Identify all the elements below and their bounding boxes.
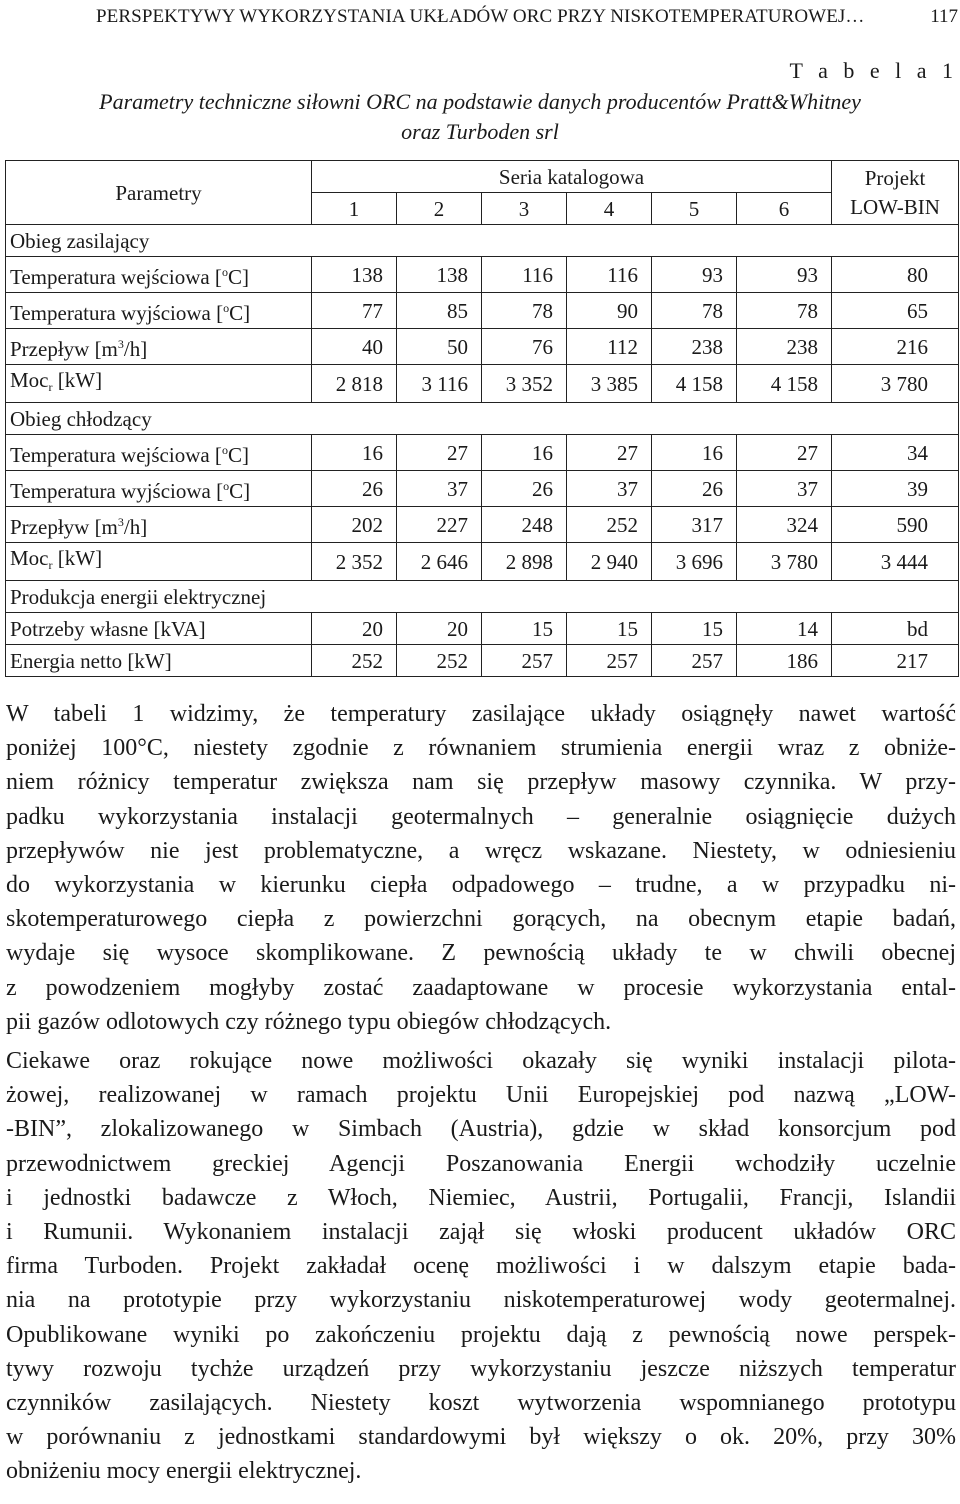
cell-value: 138 <box>397 257 482 293</box>
cell-value: 116 <box>482 257 567 293</box>
cell-value: 3 780 <box>737 543 832 581</box>
row-label-text: Moc <box>10 546 49 570</box>
text-line: firma Turboden. Projekt zakładał ocenę możliwości i w dalszym etapie bada- <box>6 1253 956 1280</box>
text-line: czynników zasilających. Niestety koszt wytworzenia wspomnianego prototypu <box>6 1390 956 1417</box>
row-label-text: Przepływ [m <box>10 337 118 361</box>
row-label <box>6 257 312 293</box>
section-row <box>6 403 959 435</box>
text-line: niem różnicy temperatur zwiększa nam się przepływ masowy czynnika. W przy- <box>6 769 956 796</box>
body-text <box>6 697 956 1489</box>
text-line: tywy rozwoju tychże urządzeń przy wykorzystaniu jeszcze niższych temperatur <box>6 1355 956 1382</box>
table-caption <box>0 87 960 147</box>
cell-projekt-value: 34 <box>832 435 959 471</box>
row-label-subscript: r <box>48 380 53 394</box>
section-fill <box>312 581 959 613</box>
header-projekt-line-1: Projekt <box>864 165 926 190</box>
cell-value: 40 <box>312 329 397 365</box>
cell-value: 2 818 <box>312 365 397 403</box>
row-label-text: Temperatura wejściowa [ <box>10 443 222 467</box>
cell-value: 202 <box>312 507 397 543</box>
cell-value: 93 <box>737 257 832 293</box>
cell-projekt-value: 39 <box>832 471 959 507</box>
cell-value: 27 <box>567 435 652 471</box>
text-line: W tabeli 1 widzimy, że temperatury zasilające układy osiągnęły nawet wartość <box>6 701 956 727</box>
text-line: nia na prototypie przy wykorzystaniu niskotemperaturowej wody geotermalnej. <box>6 1287 956 1314</box>
row-label-superscript: o <box>223 301 230 315</box>
cell-value: 16 <box>652 435 737 471</box>
text-line: pii gazów odlotowych czy różnego typu obiegów chłodzących. <box>6 1008 612 1035</box>
cell-value: 324 <box>737 507 832 543</box>
cell-value: 2 646 <box>397 543 482 581</box>
cell-value: 37 <box>737 471 832 507</box>
cell-value: 257 <box>482 645 567 677</box>
parameters-table <box>5 160 959 677</box>
table-row <box>6 645 959 677</box>
row-label <box>6 293 312 329</box>
row-label <box>6 507 312 543</box>
row-label-unit: [kW] <box>52 546 103 570</box>
row-label-unit: C] <box>229 479 251 503</box>
page-number: 117 <box>930 6 958 27</box>
paragraph-2 <box>6 1044 956 1489</box>
cell-projekt-value: 65 <box>832 293 959 329</box>
row-label-text: Energia netto [kW] <box>10 648 172 673</box>
section-title: Produkcja energii elektrycznej <box>6 581 312 613</box>
cell-value: 3 385 <box>567 365 652 403</box>
cell-value: 20 <box>397 613 482 645</box>
row-label-unit: C] <box>229 301 251 325</box>
row-label-text: Potrzeby własne [kVA] <box>10 616 206 641</box>
section-row <box>6 581 959 613</box>
table-row <box>6 613 959 645</box>
cell-value: 2 898 <box>482 543 567 581</box>
cell-value: 15 <box>567 613 652 645</box>
cell-value: 85 <box>397 293 482 329</box>
text-line: i jednostki badawcze z Włoch, Niemiec, Austrii, Portugalii, Francji, Islandii <box>6 1184 956 1211</box>
cell-value: 3 352 <box>482 365 567 403</box>
text-line: do wykorzystania w kierunku ciepła odpadowego – trudne, a w przypadku ni- <box>6 872 956 899</box>
row-label <box>6 543 312 581</box>
cell-projekt-value: 3 444 <box>832 543 959 581</box>
text-line: obniżeniu mocy energii elektrycznej. <box>6 1458 362 1485</box>
section-fill <box>312 225 959 257</box>
text-line: Opublikowane wyniki po zakończeniu projektu dają z pewnością nowe perspek- <box>6 1321 956 1348</box>
header-parametry: Parametry <box>6 161 312 225</box>
table-row <box>6 543 959 581</box>
row-label-unit: /h] <box>123 337 148 361</box>
row-label-text: Temperatura wyjściowa [ <box>10 301 224 325</box>
cell-value: 16 <box>482 435 567 471</box>
cell-value: 4 158 <box>652 365 737 403</box>
running-header <box>96 2 958 32</box>
cell-value: 90 <box>567 293 652 329</box>
table-label: T a b e l a 1 <box>789 58 958 83</box>
paragraph-1 <box>6 697 956 1039</box>
cell-value: 77 <box>312 293 397 329</box>
cell-value: 238 <box>652 329 737 365</box>
series-column-header: 2 <box>397 193 482 225</box>
cell-projekt-value: 217 <box>832 645 959 677</box>
text-line: poniżej 100°C, niestety zgodnie z równaniem strumienia energii wraz z obniże- <box>6 735 956 762</box>
running-header-title: PERSPEKTYWY WYKORZYSTANIA UKŁADÓW ORC PRZY NISKOTEMPERATUROWEJ… <box>96 6 865 27</box>
cell-value: 2 352 <box>312 543 397 581</box>
row-label-superscript: o <box>221 265 228 279</box>
cell-value: 15 <box>652 613 737 645</box>
cell-value: 26 <box>482 471 567 507</box>
text-line: skotemperaturowego ciepła z powierzchni gorących, na obecnym etapie badań, <box>6 906 956 933</box>
row-label-text: Moc <box>10 368 49 392</box>
row-label-unit: C] <box>227 443 249 467</box>
cell-value: 116 <box>567 257 652 293</box>
text-line: wydaje się wysoce skomplikowane. Z pewnością układy te w chwili obecnej <box>6 940 956 967</box>
cell-value: 252 <box>397 645 482 677</box>
row-label <box>6 329 312 365</box>
cell-projekt-value: 3 780 <box>832 365 959 403</box>
header-seria-katalogowa: Seria katalogowa <box>312 161 832 193</box>
section-fill <box>312 403 959 435</box>
table-row <box>6 471 959 507</box>
cell-value: 78 <box>482 293 567 329</box>
cell-value: 257 <box>652 645 737 677</box>
cell-value: 252 <box>312 645 397 677</box>
text-line: padku wykorzystania instalacji geotermalnych – generalnie osiągnięcie dużych <box>6 803 956 830</box>
cell-projekt-value: bd <box>832 613 959 645</box>
section-title: Obieg chłodzący <box>6 403 312 435</box>
series-column-header: 3 <box>482 193 567 225</box>
header-projekt <box>832 161 959 225</box>
cell-value: 76 <box>482 329 567 365</box>
cell-value: 78 <box>737 293 832 329</box>
cell-value: 317 <box>652 507 737 543</box>
cell-value: 112 <box>567 329 652 365</box>
cell-value: 257 <box>567 645 652 677</box>
section-row <box>6 225 959 257</box>
cell-value: 26 <box>312 471 397 507</box>
row-label-unit: /h] <box>123 515 148 539</box>
series-column-header: 6 <box>737 193 832 225</box>
row-label-superscript: 3 <box>117 515 124 529</box>
cell-value: 4 158 <box>737 365 832 403</box>
table-caption-line-1: Parametry techniczne siłowni ORC na podstawie danych producentów Pratt&Whitney <box>99 89 861 114</box>
row-label-text: Temperatura wejściowa [ <box>10 265 222 289</box>
cell-value: 37 <box>397 471 482 507</box>
text-line: i Rumunii. Wykonaniem instalacji zajął się włoski producent układów ORC <box>6 1219 956 1246</box>
section-title: Obieg zasilający <box>6 225 312 257</box>
series-column-header: 4 <box>567 193 652 225</box>
cell-value: 20 <box>312 613 397 645</box>
table-row <box>6 293 959 329</box>
cell-value: 186 <box>737 645 832 677</box>
row-label-superscript: o <box>223 479 230 493</box>
cell-value: 138 <box>312 257 397 293</box>
series-column-header: 1 <box>312 193 397 225</box>
cell-value: 2 940 <box>567 543 652 581</box>
row-label <box>6 471 312 507</box>
table-row <box>6 329 959 365</box>
row-label <box>6 435 312 471</box>
text-line: Ciekawe oraz rokujące nowe możliwości okazały się wyniki instalacji pilota- <box>6 1048 956 1075</box>
cell-value: 3 116 <box>397 365 482 403</box>
cell-value: 252 <box>567 507 652 543</box>
cell-value: 16 <box>312 435 397 471</box>
series-column-header: 5 <box>652 193 737 225</box>
table-row <box>6 435 959 471</box>
cell-value: 37 <box>567 471 652 507</box>
cell-value: 248 <box>482 507 567 543</box>
cell-value: 27 <box>397 435 482 471</box>
cell-projekt-value: 216 <box>832 329 959 365</box>
table-row <box>6 507 959 543</box>
cell-value: 78 <box>652 293 737 329</box>
row-label <box>6 365 312 403</box>
cell-value: 14 <box>737 613 832 645</box>
table-row <box>6 257 959 293</box>
row-label <box>6 613 312 645</box>
cell-value: 50 <box>397 329 482 365</box>
cell-value: 238 <box>737 329 832 365</box>
text-line: w porównaniu z jednostkami standardowymi był większy o ok. 20%, przy 30% <box>6 1424 956 1451</box>
row-label-unit: [kW] <box>52 368 103 392</box>
row-label-superscript: 3 <box>117 337 124 351</box>
cell-value: 93 <box>652 257 737 293</box>
row-label-unit: C] <box>227 265 249 289</box>
text-line: żowej, realizowanej w ramach projektu Unii Europejskiej pod nazwą „LOW- <box>6 1082 956 1109</box>
cell-value: 26 <box>652 471 737 507</box>
cell-value: 3 696 <box>652 543 737 581</box>
row-label-text: Temperatura wyjściowa [ <box>10 479 224 503</box>
row-label-text: Przepływ [m <box>10 515 118 539</box>
text-line: przepływów nie jest problematyczne, a wręcz wskazane. Niestety, w odniesieniu <box>6 837 956 864</box>
text-line: -BIN”, zlokalizowanego w Simbach (Austria), gdzie w skład konsorcjum pod <box>6 1116 956 1143</box>
row-label-subscript: r <box>48 558 53 572</box>
row-label <box>6 645 312 677</box>
cell-projekt-value: 80 <box>832 257 959 293</box>
table-body <box>6 225 959 677</box>
row-label-superscript: o <box>221 443 228 457</box>
text-line: z powodzeniem mogłyby zostać zaadaptowane w procesie wykorzystania ental- <box>6 974 956 1001</box>
table-row <box>6 365 959 403</box>
header-projekt-line-2: LOW-BIN <box>850 194 940 219</box>
cell-value: 27 <box>737 435 832 471</box>
cell-value: 15 <box>482 613 567 645</box>
table-caption-line-2: oraz Turboden srl <box>401 119 559 144</box>
cell-projekt-value: 590 <box>832 507 959 543</box>
text-line: przewodnictwem greckiej Agencji Poszanowania Energii wchodziły uczelnie <box>6 1150 956 1177</box>
cell-value: 227 <box>397 507 482 543</box>
